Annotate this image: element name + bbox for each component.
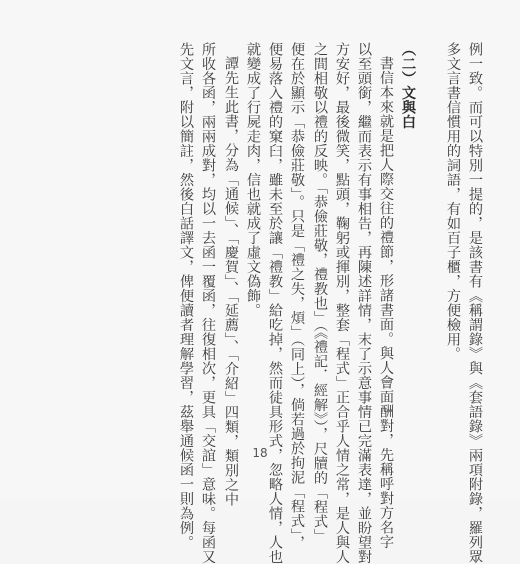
text-column-12: 譚先生此書，分為「通候」、「慶賀」、「延薦」、「介紹」四類，類別之中 <box>223 56 239 507</box>
text-column-6: 以至頭銜，繼而表示有事相告，再陳述詳情，末了示意事情已完滿表達，並盼望對 <box>356 42 372 564</box>
text-column-7: 方安好，最後微笑，點頭，鞠躬或揮別，整套「程式」正合乎人情之常，是人與人 <box>334 42 350 564</box>
text-column-11: 就變成了行屍走肉，信也就成了虛文偽飾。 <box>245 42 261 318</box>
section-heading: （二）文與白 <box>400 42 416 129</box>
text-column-13: 所收各函，兩兩成對，均以一去函一覆函，往復相次，更具「交誼」意味。每函又 <box>200 42 216 564</box>
text-column-9: 便在於顯示「恭儉莊敬」。只是「禮之失，煩」（同上），倘若過於拘泥「程式」， <box>289 42 305 551</box>
text-column-2: 多文言書信慣用的詞語，有如百子櫃，方便檢用。 <box>445 42 461 361</box>
text-column-14: 先文言，附以簡註，然後白話譯文，俾便讀者理解學習，茲舉通候函一則為例。 <box>178 42 194 550</box>
text-column-10: 便易落入禮的窠臼，雖未至於讓「禮教」給吃掉，然而徒具形式，忽略人情，人也 <box>267 42 283 564</box>
text-column-1: 例一致。而可以特別一提的，是該書有《稱謂錄》與《套語錄》兩項附錄，羅列眾 <box>467 42 483 564</box>
page-number: 18 <box>252 446 268 460</box>
text-column-8: 之間相敬以禮的反映。「恭儉莊敬，禮教也」（《禮記．經解》），尺牘的「程式」 <box>312 42 328 543</box>
text-column-5: 書信本來就是把人際交往的禮節，形諸書面。與人會面酬對，先稱呼對方名字 <box>378 56 394 549</box>
